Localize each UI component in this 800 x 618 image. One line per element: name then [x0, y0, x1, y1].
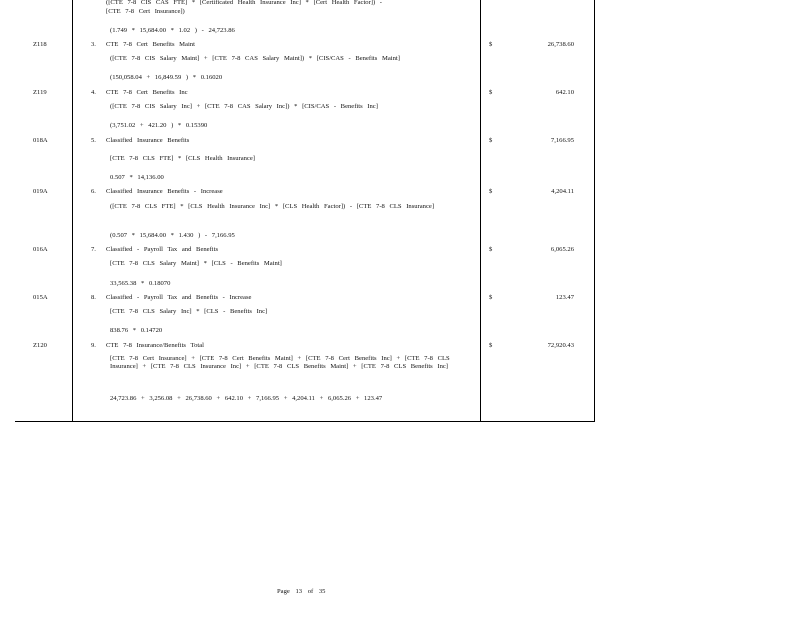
row-number: 5.: [91, 137, 96, 144]
row-amount: 4,204.11: [551, 188, 574, 195]
row-code: Z119: [33, 89, 47, 96]
calculation-text: (0.507 * 15,684.00 * 1.430 ) - 7,166.95: [110, 232, 235, 239]
formula-text: ([CTE 7-8 CLS FTE] * [CLS Health Insurance Inc] * [CLS Health Factor]) - [CTE 7-8 CLS Insurance]: [110, 203, 435, 210]
row-code: 019A: [33, 188, 48, 195]
calculation-text: 838.76 * 0.14720: [110, 327, 163, 334]
row-label: CTE 7-8 Cert Benefits Inc: [106, 89, 188, 96]
row-amount: 72,920.43: [547, 342, 574, 349]
formula-text: ([CTE 7-8 CIS CAS FTE] * [Certificated Health Insurance Inc] * [Cert Health Factor]) -: [106, 0, 383, 6]
formula-text: [CTE 7-8 CLS FTE] * [CLS Health Insurance]: [110, 155, 255, 162]
row-label: Classified Insurance Benefits: [106, 137, 190, 144]
row-label: Classified Insurance Benefits - Increase: [106, 188, 223, 195]
table-bottom-rule: [15, 421, 595, 422]
row-number: 8.: [91, 294, 96, 301]
dollar-sign: $: [489, 294, 493, 301]
dollar-sign: $: [489, 342, 493, 349]
formula-text: ([CTE 7-8 CIS Salary Maint] + [CTE 7-8 CAS Salary Maint]) * [CIS/CAS - Benefits Maint]: [110, 55, 400, 62]
calculation-text: 0.507 * 14,136.00: [110, 174, 164, 181]
row-code: 015A: [33, 294, 48, 301]
table-left-rule: [72, 0, 73, 422]
calculation-text: (3,751.02 + 421.20 ) * 0.15390: [110, 122, 208, 129]
table-right-rule: [594, 0, 595, 422]
row-amount: 7,166.95: [550, 137, 574, 144]
formula-text: [CTE 7-8 Cert Insurance] + [CTE 7-8 Cert Benefits Maint] + [CTE 7-8 Cert Benefits Inc] + [CTE 7-8 CLS Insurance] + [CTE 7-8 CLS Insurance Inc] + [CTE 7-8 CLS Benefits Maint] + [CTE 7-8 CLS Benefits Inc]: [110, 355, 450, 370]
dollar-sign: $: [489, 188, 493, 195]
calculation-text: (1.749 * 15,684.00 * 1.02 ) - 24,723.86: [110, 27, 235, 34]
row-label: Classified - Payroll Tax and Benefits - Increase: [106, 294, 252, 301]
dollar-sign: $: [489, 137, 493, 144]
table-amount-rule: [480, 0, 481, 422]
formula-text: ([CTE 7-8 CIS Salary Inc] + [CTE 7-8 CAS Salary Inc]) * [CIS/CAS - Benefits Inc]: [110, 103, 378, 110]
row-amount: 6,065.26: [550, 246, 574, 253]
dollar-sign: $: [489, 246, 493, 253]
row-number: 6.: [91, 188, 96, 195]
row-code: 018A: [33, 137, 48, 144]
row-number: 4.: [91, 89, 96, 96]
row-label: CTE 7-8 Cert Benefits Maint: [106, 41, 195, 48]
row-code: 016A: [33, 246, 48, 253]
row-amount: 26,738.60: [547, 41, 574, 48]
formula-text: [CTE 7-8 Cert Insurance]): [106, 8, 185, 15]
row-amount: 123.47: [555, 294, 574, 301]
row-number: 7.: [91, 246, 96, 253]
formula-text: [CTE 7-8 CLS Salary Inc] * [CLS - Benefits Inc]: [110, 308, 268, 315]
calculation-text: 24,723.86 + 3,256.08 + 26,738.60 + 642.10 + 7,166.95 + 4,204.11 + 6,065.26 + 123.47: [110, 395, 383, 402]
formula-text: [CTE 7-8 CLS Salary Maint] * [CLS - Benefits Maint]: [110, 260, 282, 267]
row-amount: 642.10: [555, 89, 574, 96]
row-label: CTE 7-8 Insurance/Benefits Total: [106, 342, 204, 349]
calculation-text: (150,058.04 + 16,849.59 ) * 0.16020: [110, 74, 223, 81]
dollar-sign: $: [489, 89, 493, 96]
row-number: 3.: [91, 41, 96, 48]
row-label: Classified - Payroll Tax and Benefits: [106, 246, 219, 253]
row-code: Z118: [33, 41, 47, 48]
page-number-footer: Page 13 of 35: [277, 588, 326, 595]
row-code: Z120: [33, 342, 47, 349]
dollar-sign: $: [489, 41, 493, 48]
row-number: 9.: [91, 342, 96, 349]
calculation-text: 33,565.38 * 0.18070: [110, 280, 171, 287]
